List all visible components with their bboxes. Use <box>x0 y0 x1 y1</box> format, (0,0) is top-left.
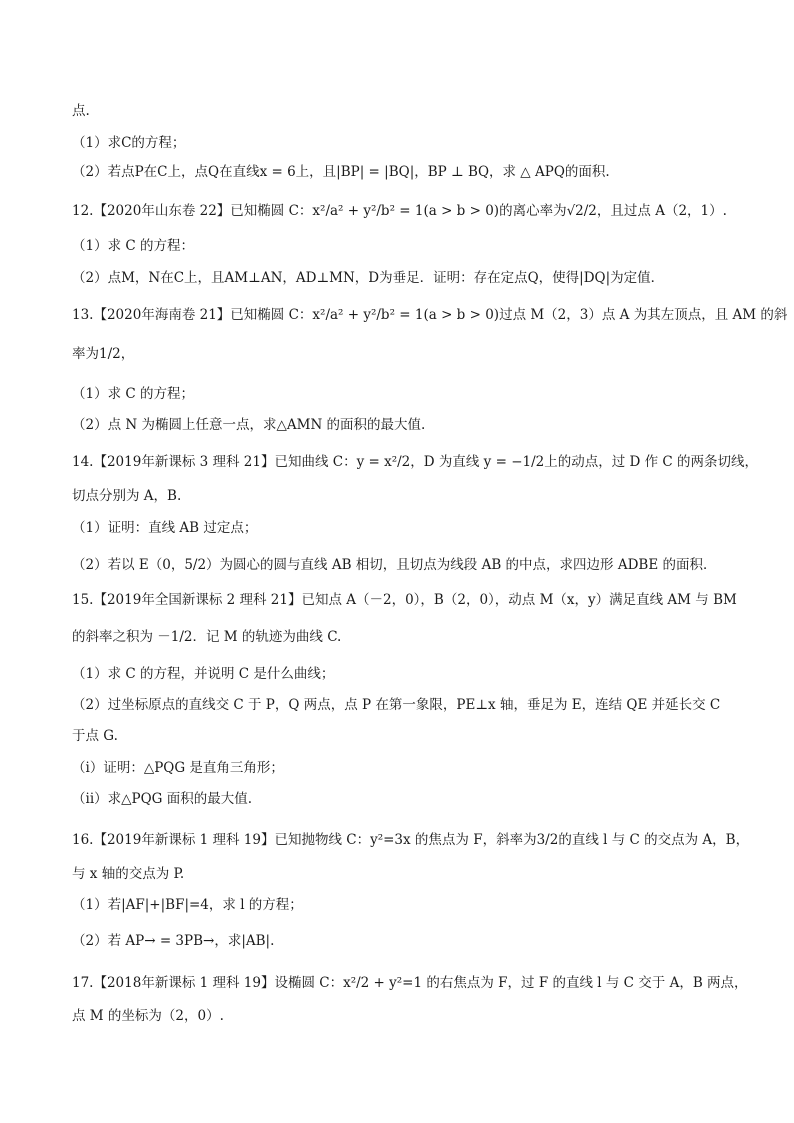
text-line: 点. <box>72 103 90 119</box>
question-part: （1）若|AF|+|BF|=4，求 l 的方程； <box>72 897 303 913</box>
problem-14-stem-cont: 切点分别为 A，B. <box>72 488 182 504</box>
question-part: （2）点M，N在C上，且AM⊥AN，AD⊥MN，D为垂足．证明：存在定点Q，使得|DQ|为定值． <box>72 270 665 286</box>
problem-15-stem: 15.【2019年全国新课标 2 理科 21】已知点 A（－2，0），B（2，0），动点 M（x，y）满足直线 AM 与 BM <box>72 592 737 608</box>
problem-13-stem: 13.【2020年海南卷 21】已知椭圆 C：x²/a² + y²/b² = 1(a > b > 0)过点 M（2，3）点 A 为其左顶点，且 AM 的斜 <box>72 307 788 323</box>
question-part: （2）若 AP→ = 3PB→，求|AB|. <box>72 933 275 949</box>
problem-15-stem-cont: 的斜率之积为 －1/2．记 M 的轨迹为曲线 C. <box>72 629 342 645</box>
question-part: （2）若点P在C上，点Q在直线x = 6上，且|BP| = |BQ|，BP ⊥ BQ，求 △ APQ的面积. <box>72 164 610 180</box>
question-part: （2）过坐标原点的直线交 C 于 P，Q 两点，点 P 在第一象限，PE⊥x 轴，垂足为 E，连结 QE 并延长交 C <box>72 697 721 713</box>
problem-13-stem-cont: 率为1/2， <box>72 346 135 362</box>
question-part: （1）求 C 的方程； <box>72 386 195 402</box>
problem-16-stem-cont: 与 x 轴的交点为 P. <box>72 866 185 882</box>
problem-17-stem: 17.【2018年新课标 1 理科 19】设椭圆 C：x²/2 + y²=1 的右焦点为 F，过 F 的直线 l 与 C 交于 A，B 两点， <box>72 975 748 991</box>
question-subpart: （i）证明：△PQG 是直角三角形； <box>72 760 284 776</box>
problem-12-stem: 12.【2020年山东卷 22】已知椭圆 C：x²/a² + y²/b² = 1(a > b > 0)的离心率为√2/2，且过点 A（2，1）. <box>72 203 727 219</box>
problem-14-stem: 14.【2019年新课标 3 理科 21】已知曲线 C：y = x²/2，D 为直线 y = −1/2上的动点，过 D 作 C 的两条切线， <box>72 454 759 470</box>
question-part: （2）若以 E（0，5/2）为圆心的圆与直线 AB 相切，且切点为线段 AB 的中点，求四边形 ADBE 的面积． <box>72 557 717 573</box>
question-part: （1）求 C 的方程，并说明 C 是什么曲线； <box>72 666 335 682</box>
question-part: （1）求 C 的方程： <box>72 238 195 254</box>
question-subpart: （ii）求△PQG 面积的最大值. <box>72 791 253 807</box>
problem-16-stem: 16.【2019年新课标 1 理科 19】已知抛物线 C：y²=3x 的焦点为 F，斜率为3/2的直线 l 与 C 的交点为 A，B， <box>72 832 750 848</box>
question-part: （1）求C的方程； <box>72 135 186 151</box>
question-part: （2）点 N 为椭圆上任意一点，求△AMN 的面积的最大值. <box>72 417 426 433</box>
problem-17-stem-cont: 点 M 的坐标为（2，0）. <box>72 1008 224 1024</box>
question-part: （1）证明：直线 AB 过定点； <box>72 520 258 536</box>
question-part-cont: 于点 G. <box>72 728 118 744</box>
